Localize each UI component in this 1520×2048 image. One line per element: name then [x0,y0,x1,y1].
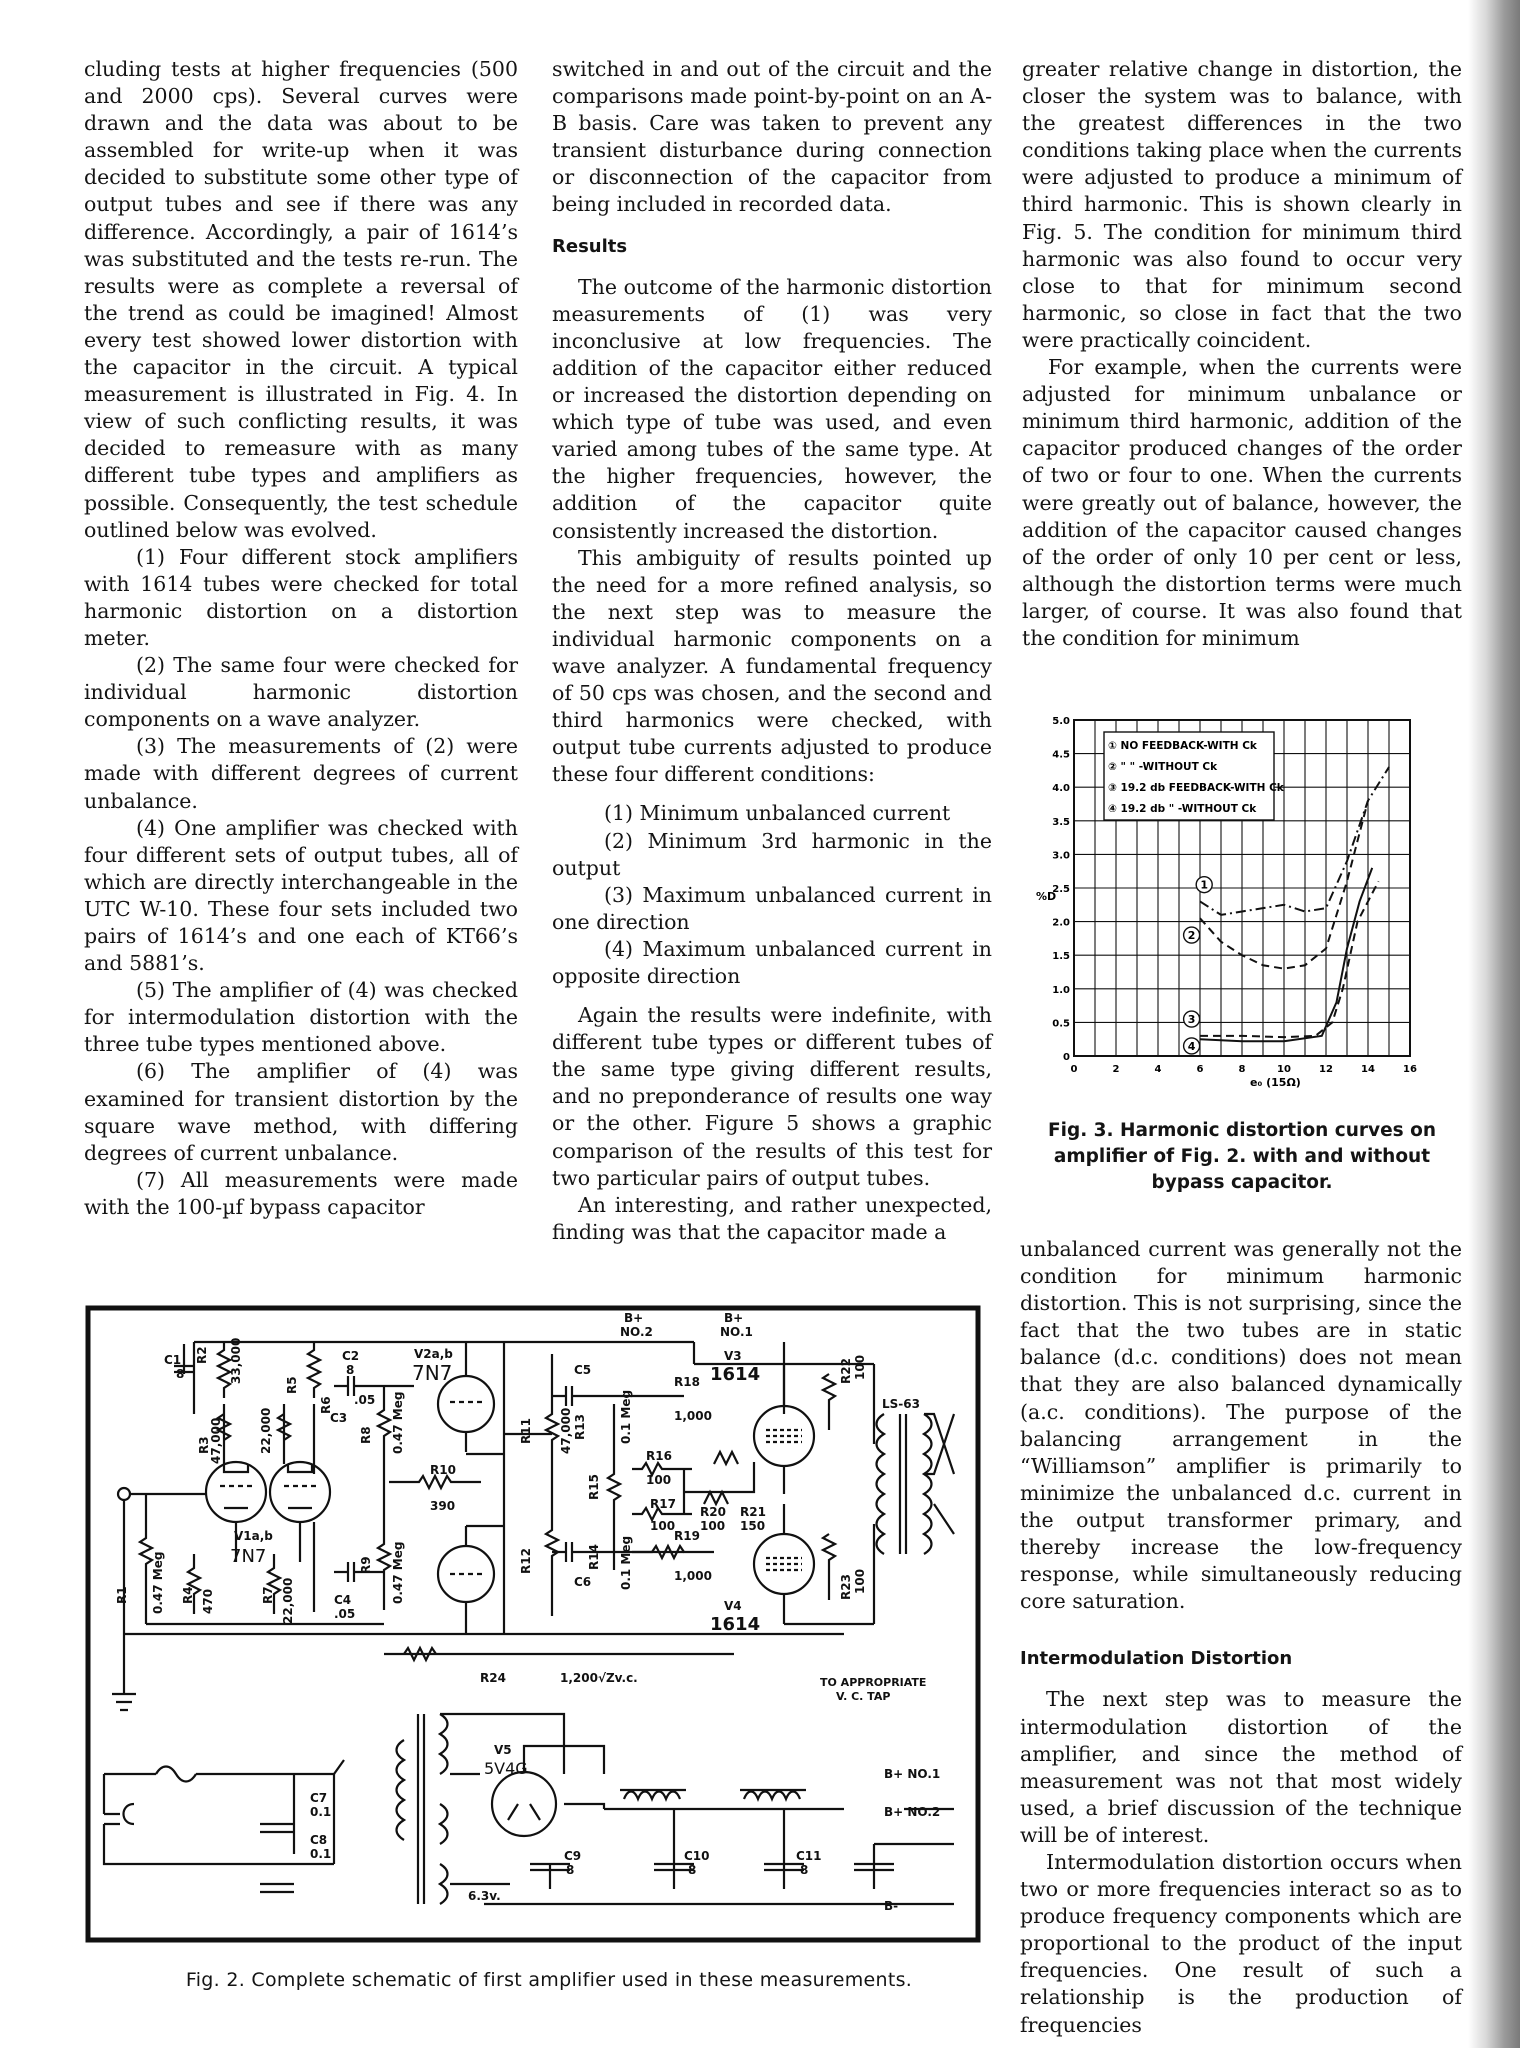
label-c2b: .05 [354,1393,376,1407]
y-tick-label: 0 [1063,1052,1070,1063]
x-axis-label: e₀ (15Ω) [1250,1076,1301,1089]
x-tick-label: 14 [1361,1064,1375,1075]
label-b2: B+ NO.2 [884,1805,941,1819]
label-r16: R16 [646,1449,672,1463]
label-bplus2: B+ [624,1311,644,1325]
label-c2v: 8 [346,1363,355,1377]
fig2-schematic [84,1304,984,1949]
label-r9v: 0.47 Meg [391,1541,405,1604]
label-r13v: 47,000 [559,1407,573,1454]
paragraph: Again the results were indefinite, with different tube types or different tubes of the same type giving different results, and no preponderance of results one way or the other. Figure 5 shows a graphic comparison of the results of this test for two particular pairs of output tubes. [552,1003,992,1190]
label-r2: R2 [195,1346,209,1364]
condition-item: (4) Maximum unbalanced current in opposite direction [552,936,992,988]
paragraph: An interesting, and rather unexpected, finding was that the capacitor made a [552,1192,992,1244]
label-r18v: 1,000 [674,1409,712,1423]
label-v3: V3 [724,1349,742,1363]
label-r22v: 100 [853,1354,867,1380]
x-tick-label: 8 [1238,1064,1246,1075]
label-r8v: 0.47 Meg [391,1391,405,1454]
label-vctap1: TO APPROPRIATE [820,1676,927,1689]
label-r21: R21 [740,1505,766,1519]
label-c3: C3 [330,1411,348,1425]
label-bplus2n: NO.2 [620,1325,653,1339]
paragraph: unbalanced current was generally not the condition for minimum harmonic distortion. This is not surprising, since the fact that the two tubes are in static balance (d.c. conditions) does not mean that they are also balanced dynamically (a.c. conditions). The purpose of the balancing arrangement in the “Williamson” amplifier is primarily to minimize the unbalanced d.c. current in the output transformer primary, and thereby increase the low-frequency response, while simultaneously reducing core saturation. [1020,1237,1462,1614]
label-r20v: 100 [700,1519,726,1533]
y-tick-label: 2.0 [1052,917,1070,929]
label-v5t: 5V4G [484,1759,528,1778]
paragraph: (2) The same four were checked for individual harmonic distortion components on a wave analyzer. [84,653,518,732]
label-r5: R5 [285,1376,299,1394]
label-r4v: 470 [201,1588,215,1614]
label-r21v: 150 [740,1519,766,1533]
column-3-bottom [1020,1236,1462,2039]
label-r14v: 0.1 Meg [619,1535,633,1590]
label-c1: C1 [164,1353,182,1367]
paragraph: (6) The amplifier of (4) was examined for transient distortion by the square wave method, with differing degrees of current unbalance. [84,1059,518,1165]
label-r17: R17 [650,1497,676,1511]
condition-item: (3) Maximum unbalanced current in one direction [552,882,992,934]
legend-entry: ④ 19.2 db " -WITHOUT Ck [1108,803,1257,815]
paragraph: (3) The measurements of (2) were made with different degrees of current unbalance. [84,734,518,813]
paragraph: This ambiguity of results pointed up the need for a more refined analysis, so the next step was to measure the individual harmonic components on a wave analyzer. A fundamental frequency of 50 cps was chosen, and the second and third harmonics were checked, with output tube currents adjusted to produce these four different conditions: [552,545,992,787]
label-r11: R11 [519,1418,533,1444]
y-tick-label: 0.5 [1052,1018,1070,1030]
label-r23: R23 [839,1574,853,1600]
label-c9: C9 [564,1849,582,1863]
fig3-chart [1032,694,1446,1104]
label-r24: R24 [480,1671,506,1685]
x-tick-label: 0 [1070,1064,1078,1075]
chart-point-labels [1184,877,1213,1054]
label-c11v: 8 [800,1863,809,1877]
label-v1: V1a,b [234,1529,273,1543]
paragraph: greater relative change in distortion, the closer the system was to balance, with the greatest differences in the two conditions taking place when the currents were adjusted to produce a minimum of third harmonic. This is shown clearly in Fig. 5. The condition for minimum third harmonic was also found to occur very close to that for minimum second harmonic, so close in fact that the two were practically coincident. [1022,57,1462,352]
label-c4: C4 [334,1593,352,1607]
label-r19: R19 [674,1529,700,1543]
label-r9: R9 [359,1556,373,1574]
label-r4: R4 [181,1586,195,1604]
label-c1v: 8 [176,1367,185,1381]
fig2-caption: Fig. 2. Complete schematic of first amplifier used in these measurements. [185,1969,913,1991]
label-v1t: 7N7 [230,1546,267,1567]
label-r7: R7 [261,1586,275,1604]
label-c5: C5 [574,1363,592,1377]
y-tick-label: 3.0 [1052,850,1070,862]
label-c8v: 0.1 [310,1847,332,1861]
legend-entry: ③ 19.2 db FEEDBACK-WITH Ck [1108,782,1284,794]
y-axis-label: %D [1036,890,1057,903]
paragraph: The outcome of the harmonic distortion measurements of (1) was very inconclusive at low frequencies. The addition of the capacitor either reduced or increased the distortion depending on which type of tube was used, and even varied among tubes of the same type. At the higher frequencies, however, the addition of the capacitor quite consistently increased the distortion. [552,274,992,543]
column-1 [84,56,518,1221]
label-r15v: 0.1 Meg [619,1389,633,1444]
label-c9v: 8 [566,1863,575,1877]
paragraph: switched in and out of the circuit and the comparisons made point-by-point on an A-B basis. Care was taken to prevent any transient disturbance during connection or disconnection of the capacitor from being included in recorded data. [552,57,992,217]
paragraph: cluding tests at higher frequencies (500 and 2000 cps). Several curves were drawn and the data was about to be assembled for write-up when it was decided to substitute some other type of output tubes and see if there was any difference. Accordingly, a pair of 1614’s was substituted and the tests re-run. The results were as complete a reversal of the trend as could be imagined! Almost every test showed lower distortion with the capacitor in the circuit. A typical measurement is illustrated in Fig. 4. In view of such conflicting results, it was decided to remeasure with as many different tube types and amplifiers as possible. Consequently, the test schedule outlined below was evolved. [84,57,518,542]
y-tick-label: 4.5 [1052,749,1070,761]
y-tick-label: 5.0 [1052,716,1070,727]
label-r7v: 22,000 [281,1577,295,1624]
label-vctap2: V. C. TAP [836,1690,891,1703]
condition-item: (1) Minimum unbalanced current [604,801,951,826]
label-r14: R14 [587,1544,601,1570]
label-r22: R22 [839,1358,853,1384]
condition-item: (2) Minimum 3rd harmonic in the output [552,828,992,880]
column-3-top [1022,56,1462,652]
label-bminus: B- [884,1899,899,1913]
label-r24v: 1,200√Zv.c. [560,1671,638,1685]
series-line-3 [1200,878,1379,1037]
label-c7v: 0.1 [310,1805,332,1819]
paragraph: (5) The amplifier of (4) was checked for intermodulation distortion with the three tube types mentioned above. [84,978,518,1057]
y-tick-label: 1.5 [1052,951,1070,963]
label-v2: V2a,b [414,1347,453,1361]
paragraph: (4) One amplifier was checked with four different sets of output tubes, all of which are directly interchangeable in the UTC W-10. These four sets included two pairs of 1614’s and one each of KT66’s and 5881’s. [84,815,518,976]
label-c10: C10 [684,1849,710,1863]
label-b1: B+ NO.1 [884,1767,941,1781]
label-r1v: 0.47 Meg [151,1551,165,1614]
y-tick-label: 2.5 [1052,884,1070,895]
x-tick-label: 12 [1319,1064,1333,1075]
label-c2: C2 [342,1349,360,1363]
page-edge-shadow [1468,0,1520,2048]
label-r1: R1 [115,1586,129,1604]
x-tick-label: 4 [1154,1064,1162,1075]
y-tick-label: 1.0 [1052,984,1070,996]
label-r23v: 100 [853,1568,867,1594]
paragraph: (1) Four different stock amplifiers with 1614 tubes were checked for total harmonic distortion on a distortion meter. [84,544,518,650]
label-r3: R3 [197,1436,211,1454]
label-heater: 6.3v. [468,1889,501,1903]
label-r5v: 22,000 [259,1407,273,1454]
section-heading-results: Results [552,235,628,257]
legend-entry: ② " " -WITHOUT Ck [1108,761,1218,773]
label-ls: LS-63 [882,1397,920,1411]
label-r17v: 100 [650,1519,676,1533]
x-tick-label: 10 [1277,1064,1291,1075]
point-label: 4 [1187,1039,1196,1053]
label-bplus1n: NO.1 [720,1325,753,1339]
section-heading-intermodulation: Intermodulation Distortion [1020,1648,1293,1670]
paragraph: Intermodulation distortion occurs when two or more frequencies interact so as to produce frequency components which are proportional to the product of the input frequencies. One result of such a relationship is the production of frequencies [1020,1849,1462,2037]
label-c7: C7 [310,1791,328,1805]
label-c6: C6 [574,1575,592,1589]
label-c8: C8 [310,1833,328,1847]
label-r10v: 390 [430,1499,456,1513]
y-tick-label: 4.0 [1052,783,1070,795]
legend-entry: ① NO FEEDBACK-WITH Ck [1108,740,1257,752]
label-r10: R10 [430,1463,456,1477]
label-v4: V4 [724,1599,742,1613]
point-label: 1 [1200,878,1209,892]
label-r18: R18 [674,1375,700,1389]
paragraph: The next step was to measure the intermodulation distortion of the amplifier, and since the method of measurement was not that most widely used, a brief discussion of the technique will be of interest. [1020,1687,1462,1847]
label-v2t: 7N7 [412,1361,453,1385]
label-r8: R8 [359,1426,373,1444]
label-r13: R13 [573,1414,587,1440]
label-r20: R20 [700,1505,726,1519]
label-c4v: .05 [334,1607,356,1621]
label-r3v: 47,000 [209,1417,223,1464]
paragraph: (7) All measurements were made with the 100-µf bypass capacitor [84,1167,518,1219]
label-v3t: 1614 [710,1364,761,1385]
x-tick-label: 2 [1112,1064,1120,1075]
column-2 [552,56,992,1246]
x-tick-label: 16 [1403,1064,1417,1075]
x-tick-label: 6 [1196,1064,1204,1075]
label-r19v: 1,000 [674,1569,712,1583]
y-tick-label: 3.5 [1052,816,1070,828]
point-label: 3 [1187,1013,1196,1027]
label-r16v: 100 [646,1473,672,1487]
label-v5: V5 [494,1743,512,1757]
label-bplus1: B+ [724,1311,744,1325]
fig3-caption: Fig. 3. Harmonic distortion curves on amplifier of Fig. 2. with and without bypass capacitor. [1047,1120,1436,1193]
label-c10v: 8 [688,1863,697,1877]
series-line-4 [1200,868,1372,1041]
label-r2v: 33,000 [229,1337,243,1384]
label-r12: R12 [519,1548,533,1574]
paragraph: For example, when the currents were adjusted for minimum unbalance or minimum third harmonic, addition of the capacitor produced changes of the order of two or four to one. When the currents were greatly out of balance, however, the addition of the capacitor caused changes of the order of only 10 per cent or less, although the distortion terms were much larger, of course. It was also found that the condition for minimum [1022,355,1462,650]
label-r6: R6 [319,1396,333,1414]
label-c11: C11 [796,1849,822,1863]
label-v4t: 1614 [710,1614,761,1635]
point-label: 2 [1187,929,1196,943]
label-r15: R15 [587,1474,601,1500]
